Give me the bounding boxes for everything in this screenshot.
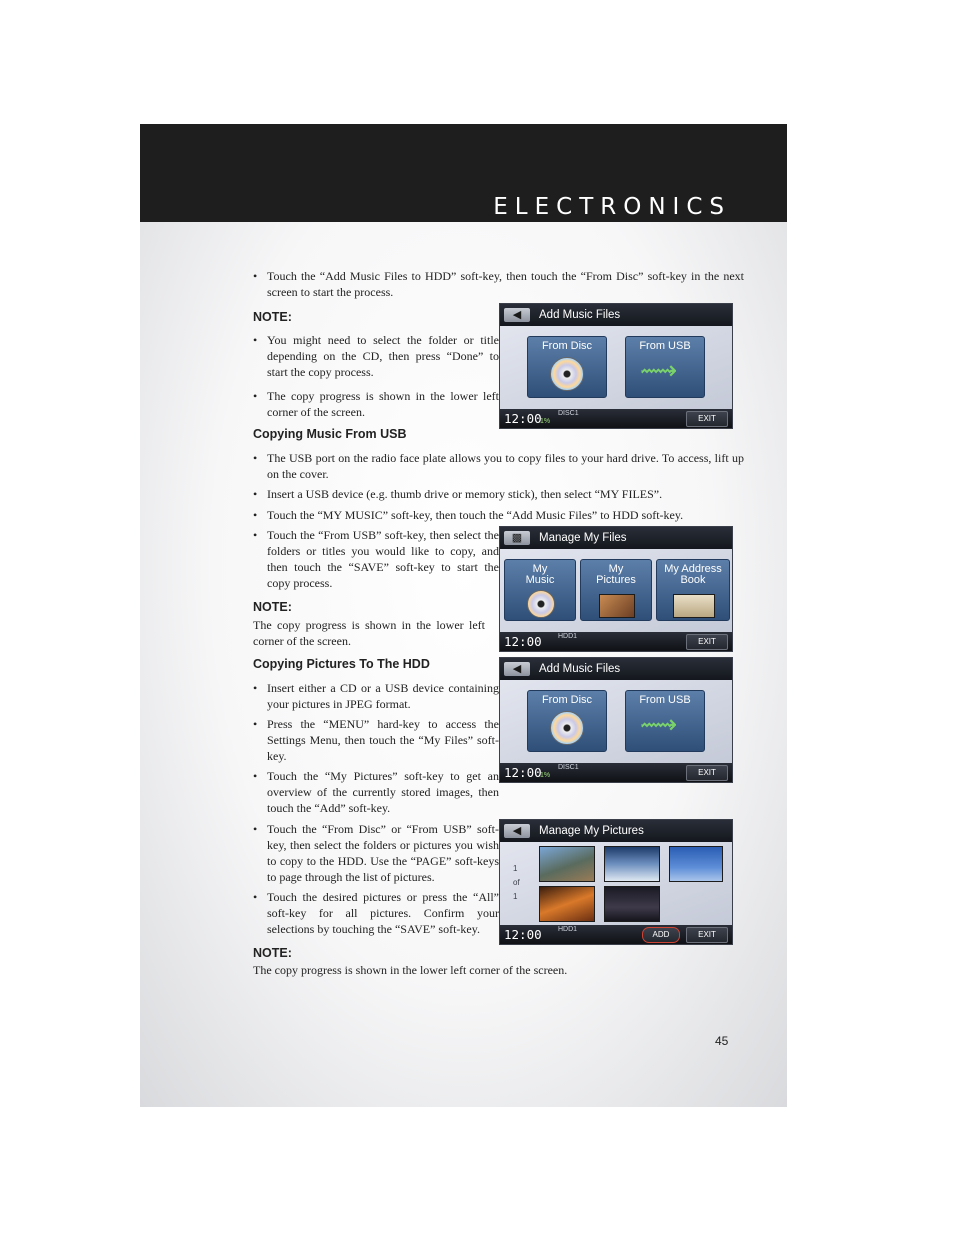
intro-bullet: • Touch the “Add Music Files to HDD” soft-key, then touch the “From Disc” soft-key in the next screen to start the process. (253, 268, 744, 300)
screen-body (500, 680, 732, 763)
from-usb-label: From USB (639, 340, 691, 352)
note-bullet: • You might need to select the folder or title depending on the CD, then press “Done” to start the copy process. (253, 332, 499, 380)
source-label: DISC1 (558, 410, 579, 417)
my-music-button[interactable] (504, 559, 576, 621)
screen-title: Manage My Pictures (539, 825, 644, 837)
section-heading: Copying Music From USB (253, 427, 407, 441)
page-current: 1 (513, 864, 518, 873)
back-arrow-icon[interactable]: ◀ (504, 308, 530, 322)
screen-add-music-files (499, 303, 733, 429)
screen-body (500, 549, 732, 632)
note-bullet: • The copy progress is shown in the lower left corner of the screen. (253, 388, 499, 420)
from-disc-button[interactable] (527, 336, 607, 398)
screen-title-bar (500, 658, 732, 680)
screen-title: Add Music Files (539, 663, 621, 675)
from-usb-button[interactable] (625, 336, 705, 398)
screen-manage-my-pictures (499, 819, 733, 945)
exit-button[interactable]: EXIT (686, 927, 728, 943)
screen-manage-my-files (499, 526, 733, 652)
page-number: 45 (715, 1034, 729, 1048)
my-pictures-button[interactable] (580, 559, 652, 621)
picture-thumbnail[interactable] (539, 886, 595, 922)
usb-icon: ⟿ (640, 709, 678, 739)
copy-progress: 1% (540, 418, 551, 425)
screen-status-bar (500, 632, 732, 651)
screen-title: Manage My Files (539, 532, 627, 544)
from-disc-button[interactable] (527, 690, 607, 752)
screen-status-bar (500, 925, 732, 944)
from-usb-label: From USB (639, 694, 691, 706)
screen-status-bar (500, 763, 732, 782)
disc-icon (550, 711, 584, 745)
screen-title: Add Music Files (539, 309, 621, 321)
picture-thumbnail[interactable] (669, 846, 723, 882)
my-address-book-button[interactable] (656, 559, 730, 621)
my-music-label: My Music (525, 563, 555, 586)
pictures-icon (599, 594, 635, 618)
back-arrow-icon[interactable]: ◀ (504, 824, 530, 838)
source-label: HDD1 (558, 633, 578, 640)
screen-status-bar (500, 409, 732, 428)
exit-button[interactable]: EXIT (686, 765, 728, 781)
usb-icon: ⟿ (640, 355, 678, 385)
my-pictures-label: My Pictures (596, 563, 636, 586)
files-icon[interactable]: ▩ (504, 531, 530, 545)
screen-body (500, 326, 732, 409)
note-label: NOTE: (253, 310, 292, 324)
exit-button[interactable]: EXIT (686, 411, 728, 427)
add-button[interactable]: ADD (642, 927, 680, 943)
section-heading: Copying Pictures To The HDD (253, 657, 430, 671)
picture-thumbnail[interactable] (604, 846, 660, 882)
usb-bullet: • The USB port on the radio face plate allows you to copy files to your hard drive. To access, lift up on the cover. (253, 450, 744, 482)
note-text: The copy progress is shown in the lower left corner of the screen. (253, 618, 485, 648)
page-total: 1 (513, 892, 518, 901)
back-arrow-icon[interactable]: ◀ (504, 662, 530, 676)
screen-body (500, 842, 732, 925)
screen-title-bar (500, 820, 732, 842)
clock: 12:00 (504, 927, 542, 942)
note-label: NOTE: (253, 946, 292, 960)
screen-add-music-files (499, 657, 733, 783)
page-of: of (513, 878, 520, 887)
picture-thumbnail[interactable] (604, 886, 660, 922)
music-disc-icon (527, 590, 555, 618)
usb-bullet: • Touch the “From USB” soft-key, then select the folders or titles you would like to copy, and then touch the “SAVE” soft-key to start the copy process. (253, 527, 499, 591)
usb-bullet: • Touch the “MY MUSIC” soft-key, then touch the “Add Music Files” to HDD soft-key. (253, 507, 744, 523)
exit-button[interactable]: EXIT (686, 634, 728, 650)
clock: 12:00 (504, 765, 542, 780)
section-header (140, 124, 787, 222)
copy-progress: 1% (540, 772, 551, 779)
from-disc-label: From Disc (541, 340, 593, 352)
my-address-book-label: My Address Book (664, 563, 722, 586)
pictures-bullet: • Touch the “From Disc” or “From USB” soft-key, then select the folders or pictures you wish to copy to the HDD. Use the “PAGE” soft-keys to page through the list of pictures. (253, 821, 499, 885)
source-label: HDD1 (558, 926, 578, 933)
screen-title-bar (500, 527, 732, 549)
address-book-icon (673, 594, 715, 618)
pictures-bullet: • Insert either a CD or a USB device containing your pictures in JPEG format. (253, 680, 499, 712)
from-usb-button[interactable] (625, 690, 705, 752)
section-title: ELECTRONICS (493, 194, 731, 220)
disc-icon (550, 357, 584, 391)
picture-thumbnail[interactable] (539, 846, 595, 882)
clock: 12:00 (504, 634, 542, 649)
note-text: The copy progress is shown in the lower left corner of the screen. (253, 963, 568, 977)
pictures-bullet: • Touch the “My Pictures” soft-key to get an overview of the currently stored images, then touch the “Add” soft-key. (253, 768, 499, 816)
note-label: NOTE: (253, 600, 292, 614)
usb-bullet: • Insert a USB device (e.g. thumb drive or memory stick), then select “MY FILES”. (253, 486, 744, 502)
from-disc-label: From Disc (541, 694, 593, 706)
source-label: DISC1 (558, 764, 579, 771)
screen-title-bar (500, 304, 732, 326)
pictures-bullet: • Touch the desired pictures or press the “All” soft-key for all pictures. Confirm your selections by touching the “SAVE” soft-key. (253, 889, 499, 937)
clock: 12:00 (504, 411, 542, 426)
pictures-bullet: • Press the “MENU” hard-key to access the Settings Menu, then touch the “My Files” soft-key. (253, 716, 499, 764)
